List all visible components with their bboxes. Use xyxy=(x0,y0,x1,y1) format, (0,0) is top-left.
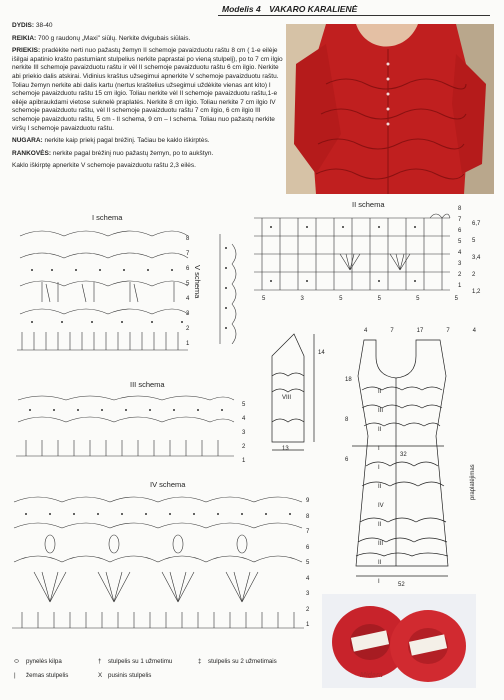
scheme-3-row-numbers xyxy=(242,398,245,468)
row-number: 1 xyxy=(186,341,190,347)
stitch-legend xyxy=(14,656,334,696)
scheme-2-chart xyxy=(250,210,456,310)
bust-width: 32 xyxy=(400,452,407,458)
pattern-label: I xyxy=(378,465,380,471)
measurement: 17 xyxy=(416,328,424,334)
page-header xyxy=(222,4,357,14)
legend-dc1-symbol: † xyxy=(98,658,102,665)
scheme-2-bottom-numbers xyxy=(262,296,458,302)
measurement: 4 xyxy=(364,328,368,334)
row-number: 4 xyxy=(306,575,310,582)
row-number: 2 xyxy=(242,444,246,450)
pattern-label: IV xyxy=(378,503,384,509)
row-number: 6 xyxy=(186,266,190,272)
sleeve-width: 13 xyxy=(282,446,289,452)
brand-logo: Midara xyxy=(360,672,383,679)
front-value: pradėkite nerti nuo pažastų žemyn II schemoje pavaizduotu raštu 8 cm ( 1-e eilėje išilgai apatinio krašto pastumiant stulpelius nerkite paprastai po vieną stulpelį), po to 7 cm ilgio nerkite III schemoje pavaizduotu raštu ir vėl II schemoje pavaizduotu raštu 6 cm ilgio. Nerkite abi priekio dalis atskirai. Vidinius kraštus užsegimui apnerkite V schemoje pavaizduotu raštu. Toliau žemyn nerkite abi dalis kartu (nertus kraštelius užsegimui uždėkite vienas ant kito) I schemoje pavaizduotu raštu 15 cm ilgio. Toliau nerkite vėl II schemoje pavaizduotu raštu,1-e eilėje apibraukdami vietose suknelė praplatės. Nerkite 8 cm ilgio. Toliau nerkite 7 cm ilgio IV schemoje pavaizduotu raštu, vėl II schemoje pavaizduotu raštu 7 cm ilgio, 6 cm ilgio III schemoje pavaizduotu raštu, 5 cm - II schema, 9 cm – I schema. Toliau nuo pažastų nerkite viršų I schemoje pavaizduotu raštu. xyxy=(12,47,283,132)
row-number: 8 xyxy=(186,236,190,242)
back-label: NUGARA: xyxy=(12,137,43,145)
row-number: 8 xyxy=(458,206,462,212)
row-number: 4 xyxy=(458,250,462,256)
scheme-2-side-numbers xyxy=(472,216,480,301)
size-label: DYDIS: xyxy=(12,22,35,29)
pattern-label: II xyxy=(378,389,382,395)
sleeves-value: nerkite pagal brėžinį nuo pažastų žemyn, po to aukštyn. xyxy=(52,149,214,157)
scheme-1-label: I schema xyxy=(92,213,123,222)
sleeves-label: RANKOVĖS: xyxy=(12,149,52,157)
row-number: 9 xyxy=(306,498,310,504)
model-photo xyxy=(286,24,494,194)
row-number: 1 xyxy=(242,458,246,464)
bottom-number: 3 xyxy=(300,296,304,302)
pattern-label: III xyxy=(378,408,384,414)
row-number: 1 xyxy=(306,622,310,628)
pattern-label: I xyxy=(378,446,380,452)
scheme-2-row-numbers xyxy=(458,204,461,292)
row-number: 7 xyxy=(306,529,310,535)
legend-dc2: stulpelis su 2 užmetimais xyxy=(208,658,277,665)
back-value: nerkite kaip priekį pagal brėžinį. Tačiau be kaklo iškirptės. xyxy=(44,137,210,145)
sleeve-height: 14 xyxy=(318,350,325,356)
row-number: 5 xyxy=(186,281,190,287)
pattern-label: II xyxy=(378,560,382,566)
pattern-label: II xyxy=(378,484,382,490)
pattern-label: II xyxy=(378,427,382,433)
legend-dc1: stulpelis su 1 užmetimu xyxy=(108,658,173,665)
diagram-side-numbers xyxy=(345,360,352,480)
yarn-product-image xyxy=(322,594,476,688)
row-number: 3 xyxy=(458,261,462,267)
legend-chain-symbol: ⬭ xyxy=(14,658,20,665)
scheme-1-chart xyxy=(12,222,192,372)
row-number: 6 xyxy=(458,228,462,234)
measurement: 4 xyxy=(472,328,476,334)
size-value: 38-40 xyxy=(35,22,53,29)
bottom-number: 5 xyxy=(262,296,266,302)
row-number: 6 xyxy=(306,544,310,551)
legend-slip: žemas stulpelis xyxy=(26,672,69,679)
row-number: 2 xyxy=(458,272,462,278)
scheme-1-row-numbers xyxy=(186,232,189,352)
measurement: 6 xyxy=(345,457,349,463)
legend-half-symbol: X xyxy=(98,672,103,679)
row-number: 7 xyxy=(186,251,190,257)
bottom-number: 5 xyxy=(454,296,458,302)
row-number: 5 xyxy=(306,560,310,566)
scheme-2-label: II schema xyxy=(352,200,385,209)
row-number: 5 xyxy=(242,402,246,408)
row-number: 2 xyxy=(306,606,310,613)
scheme-4-chart xyxy=(10,492,306,642)
scheme-5-label: V schema xyxy=(193,265,202,299)
pattern-label: III xyxy=(378,541,384,547)
row-number: 1 xyxy=(458,283,462,289)
bottom-number: 5 xyxy=(377,296,381,302)
row-number: 2 xyxy=(186,326,190,332)
hem-width: 52 xyxy=(398,582,405,588)
diagram-pattern-labels xyxy=(378,383,384,592)
side-number: 1,2 xyxy=(472,289,481,295)
side-number: 5 xyxy=(472,238,476,244)
side-number: 2 xyxy=(472,272,476,278)
measurement: 8 xyxy=(345,417,349,423)
row-number: 4 xyxy=(242,416,246,422)
scheme-5-chart xyxy=(214,234,244,344)
scheme-4-label: IV schema xyxy=(150,480,186,489)
legend-dc2-symbol: ‡ xyxy=(198,658,202,665)
row-number: 8 xyxy=(306,513,310,520)
side-number: 6,7 xyxy=(472,221,481,227)
legend-chain: pynelės kilpa xyxy=(26,658,62,665)
legend-half: pusinis stulpelis xyxy=(108,672,152,679)
bottom-number: 5 xyxy=(416,296,420,302)
pattern-label: I xyxy=(378,579,380,585)
model-number: Modelis 4 xyxy=(222,4,261,14)
legend-slip-symbol: | xyxy=(14,672,16,679)
measurement: 7 xyxy=(446,328,450,334)
row-number: 7 xyxy=(458,217,462,223)
side-number: 3,4 xyxy=(472,255,481,261)
instructions xyxy=(12,22,284,175)
measurement: 7 xyxy=(390,328,394,334)
sleeve-pattern-label: VIII xyxy=(282,395,292,401)
row-number: 4 xyxy=(186,296,190,302)
diagram-top-measurements xyxy=(364,328,476,334)
row-number: 3 xyxy=(306,591,310,597)
widening-label: praplatėjimas xyxy=(470,464,476,500)
row-number: 3 xyxy=(242,430,246,436)
header-rule xyxy=(218,15,490,16)
needs-value: 700 g raudonų „Maxi" siūlų. Nerkite dvigubais siūlais. xyxy=(38,34,191,42)
scheme-3-chart xyxy=(12,392,238,472)
pattern-label: II xyxy=(378,522,382,528)
row-number: 3 xyxy=(186,311,190,317)
row-number: 5 xyxy=(458,239,462,245)
needs-label: REIKIA: xyxy=(12,34,37,42)
neck-value: Kaklo iškirptę apnerkite V schemoje pavaizduotu raštu 2,3 eilės. xyxy=(12,162,196,170)
front-label: PRIEKIS: xyxy=(12,47,41,55)
scheme-3-label: III schema xyxy=(130,380,165,389)
model-name: VAKARO KARALIENĖ xyxy=(269,4,358,14)
measurement: 18 xyxy=(345,377,352,383)
bottom-number: 5 xyxy=(339,296,343,302)
